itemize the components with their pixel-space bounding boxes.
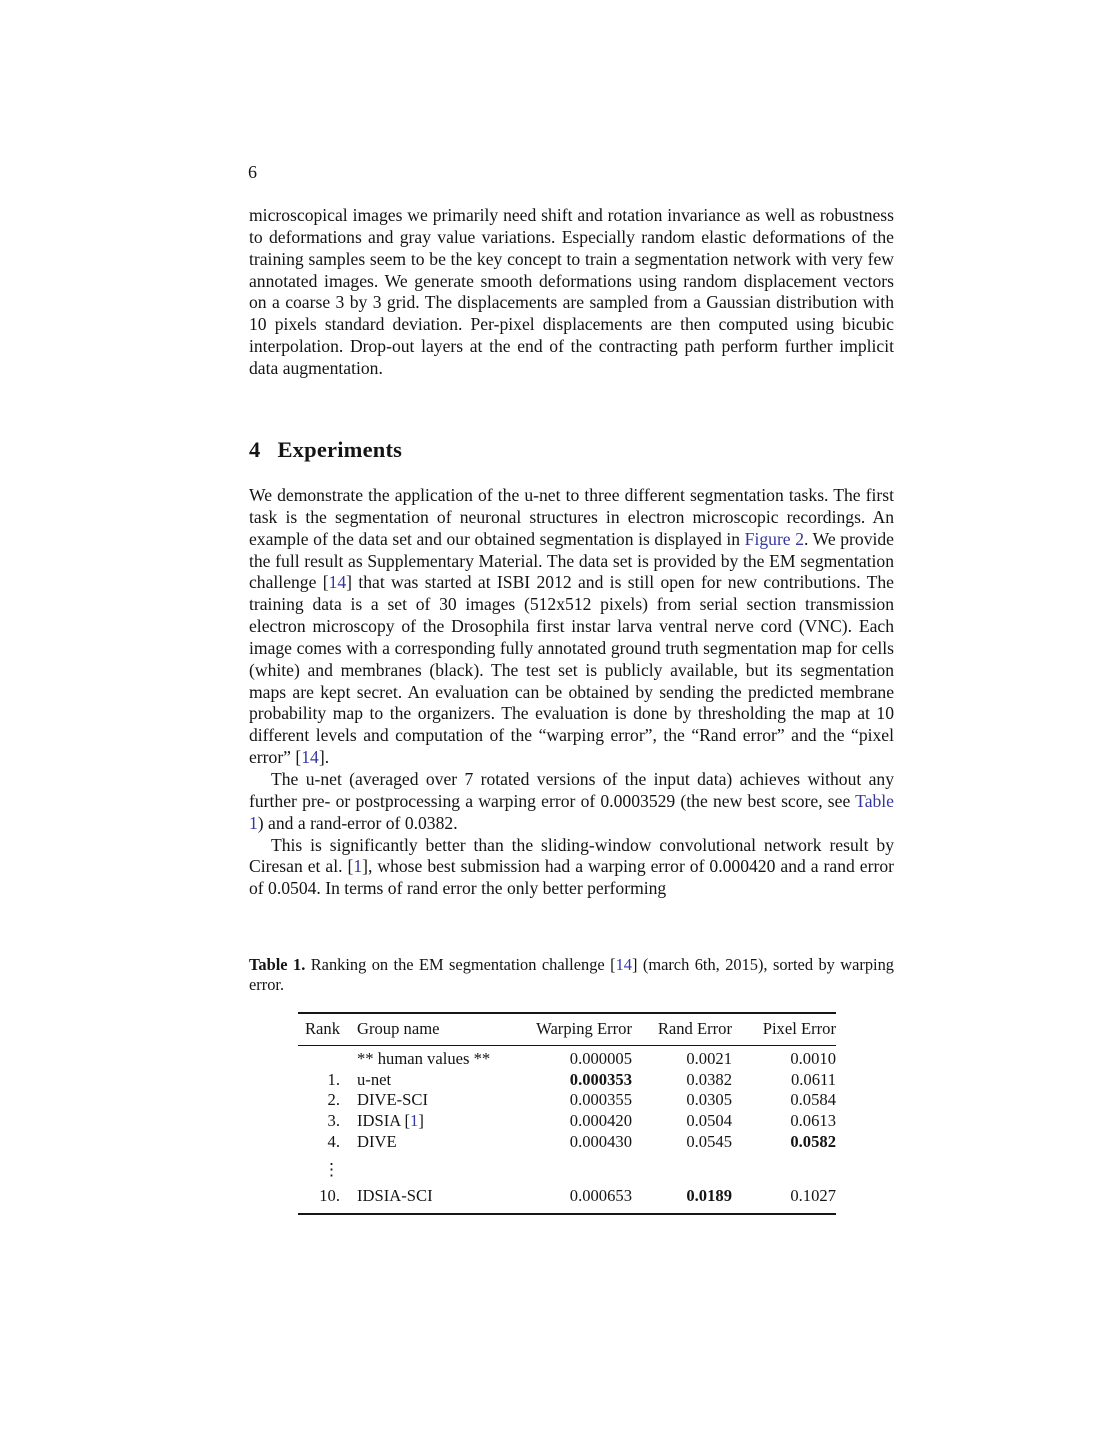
em-challenge-ranking-table bbox=[298, 1012, 836, 1215]
text-segment: The u-net (averaged over 7 rotated versions of the input data) achieves without any further pre- or postprocessing a warping error of 0.0003529 (the new best score, see bbox=[249, 768, 894, 811]
rand-error-cell: 0.0305 bbox=[686, 1090, 732, 1110]
table-row-dive bbox=[298, 1132, 836, 1153]
paragraph-text bbox=[249, 205, 894, 380]
rand-error-cell: 0.0504 bbox=[686, 1111, 732, 1131]
pixel-error-cell bbox=[732, 1153, 836, 1186]
group-cell: DIVE bbox=[357, 1131, 397, 1151]
paragraph-em-task bbox=[249, 485, 894, 769]
rand-error-cell: 0.0021 bbox=[686, 1049, 732, 1068]
group-cell: DIVE-SCI bbox=[357, 1090, 428, 1110]
text-segment: ]. bbox=[318, 747, 330, 768]
table-1-link[interactable]: Table 1 bbox=[249, 790, 894, 833]
experiments-text-block bbox=[249, 485, 894, 900]
column-header-group-name: Group name bbox=[340, 1013, 532, 1046]
table-1-caption bbox=[249, 955, 894, 995]
text-segment: ] (march 6th, 2015), sorted by warping error. bbox=[249, 955, 895, 994]
table-row-dive-sci bbox=[298, 1090, 836, 1111]
citation-14-link[interactable]: 14 bbox=[615, 955, 632, 974]
warping-error-cell bbox=[532, 1153, 632, 1186]
warping-error-cell: 0.000430 bbox=[569, 1131, 632, 1151]
group-cell bbox=[340, 1153, 532, 1186]
rank-cell bbox=[298, 1046, 340, 1070]
warping-error-cell: 0.000005 bbox=[569, 1049, 632, 1068]
rand-error-cell: 0.0382 bbox=[686, 1069, 732, 1089]
table-row-human-values bbox=[298, 1046, 836, 1070]
text-segment: . We provide the full result as Supplementary Material. The data set is provided by the EM segmentation challenge [ bbox=[249, 528, 894, 593]
warping-error-cell: 0.000420 bbox=[569, 1111, 632, 1131]
page-number: 6 bbox=[248, 162, 257, 182]
figure-2-link[interactable]: Figure 2 bbox=[744, 528, 804, 549]
paragraph-unet-result bbox=[249, 769, 894, 835]
group-cell: IDSIA-SCI bbox=[357, 1185, 433, 1205]
rank-cell: 4. bbox=[327, 1131, 340, 1151]
text-segment: ] that was started at ISBI 2012 and is still open for new contributions. The training data is a set of 30 images (512x512 pixels) from serial section transmission electron microscopy of the Drosophila first instar larva ventral nerve cord (VNC). Each image comes with a corresponding fully annotated ground truth segmentation map for cells (white) and membranes (black). The test set is publicly available, but its segmentation maps are kept secret. An evaluation can be obtained by sending the predicted membrane probability map to the organizers. The evaluation is done by thresholding the map at 10 different levels and computation of the “warping error”, the “Rand error” and the “pixel error” [ bbox=[249, 572, 894, 768]
pixel-error-cell: 0.0584 bbox=[790, 1090, 836, 1110]
citation-14-link[interactable]: 14 bbox=[301, 747, 319, 768]
table-caption-label: Table 1. bbox=[249, 955, 306, 974]
table-row-idsia-sci bbox=[298, 1186, 836, 1215]
citation-1-link[interactable]: 1 bbox=[353, 856, 363, 877]
rand-error-cell: 0.0189 bbox=[686, 1185, 732, 1205]
pixel-error-cell: 0.1027 bbox=[790, 1185, 836, 1205]
paragraph-data-augmentation bbox=[249, 205, 894, 380]
table-row-ellipsis bbox=[298, 1153, 836, 1186]
rand-error-cell bbox=[632, 1153, 732, 1186]
group-cell: u-net bbox=[357, 1069, 392, 1089]
rank-cell: 1. bbox=[327, 1069, 340, 1089]
table-row-u-net bbox=[298, 1070, 836, 1091]
warping-error-cell: 0.000355 bbox=[569, 1090, 632, 1110]
pixel-error-cell: 0.0582 bbox=[790, 1131, 836, 1151]
rank-cell: 10. bbox=[319, 1185, 340, 1205]
text-segment: This is significantly better than the sliding-window convolutional network result by Ciresan et al. [ bbox=[249, 834, 894, 877]
pixel-error-cell: 0.0613 bbox=[790, 1111, 836, 1131]
text-segment: ) and a rand-error of 0.0382. bbox=[257, 812, 458, 833]
section-number: 4 bbox=[249, 437, 261, 462]
text-segment: microscopical images we primarily need shift and rotation invariance as well as robustness to deformations and gray value variations. Especially random elastic deformations of the training samples seem to be the key concept to train a segmentation network with very few annotated images. We generate smooth deformations using random displacement vectors on a coarse 3 by 3 grid. The displacements are sampled from a Gaussian distribution with 10 pixels standard deviation. Per-pixel displacements are then computed using bicubic interpolation. Drop-out layers at the end of the contracting path perform further implicit data augmentation. bbox=[249, 205, 894, 378]
text-segment: IDSIA [ bbox=[357, 1111, 411, 1131]
column-header-pixel-error: Pixel Error bbox=[732, 1013, 836, 1046]
rank-cell: 2. bbox=[327, 1090, 340, 1110]
group-cell: ** human values ** bbox=[357, 1049, 491, 1068]
warping-error-cell: 0.000353 bbox=[569, 1069, 632, 1089]
column-header-warping-error: Warping Error bbox=[532, 1013, 632, 1046]
citation-1-link[interactable]: 1 bbox=[410, 1111, 419, 1131]
section-heading-experiments bbox=[249, 437, 402, 463]
citation-14-link[interactable]: 14 bbox=[328, 572, 347, 593]
column-header-rand-error: Rand Error bbox=[632, 1013, 732, 1046]
vertical-ellipsis: ⋮ bbox=[323, 1159, 340, 1179]
pixel-error-cell: 0.0010 bbox=[790, 1049, 836, 1068]
text-segment: ], whose best submission had a warping error of 0.000420 and a rand error of 0.0504. In terms of rand error the only better performing bbox=[249, 856, 894, 899]
group-cell bbox=[340, 1111, 532, 1132]
section-title: Experiments bbox=[277, 437, 403, 462]
column-header-rank: Rank bbox=[298, 1013, 340, 1046]
paragraph-comparison bbox=[249, 835, 894, 901]
table-header-row bbox=[298, 1013, 836, 1046]
rand-error-cell: 0.0545 bbox=[686, 1131, 732, 1151]
text-segment: ] bbox=[418, 1111, 424, 1131]
pixel-error-cell: 0.0611 bbox=[790, 1069, 836, 1089]
rank-cell: 3. bbox=[327, 1111, 340, 1131]
table-row-idsia bbox=[298, 1111, 836, 1132]
text-segment: We demonstrate the application of the u-net to three different segmentation tasks. The first task is the segmentation of neuronal structures in electron microscopic recordings. An example of the data set and our obtained segmentation is displayed in bbox=[249, 485, 894, 549]
ranking-table-wrap bbox=[298, 1012, 836, 1215]
text-segment: Ranking on the EM segmentation challenge [ bbox=[305, 955, 616, 974]
warping-error-cell: 0.000653 bbox=[569, 1185, 632, 1205]
